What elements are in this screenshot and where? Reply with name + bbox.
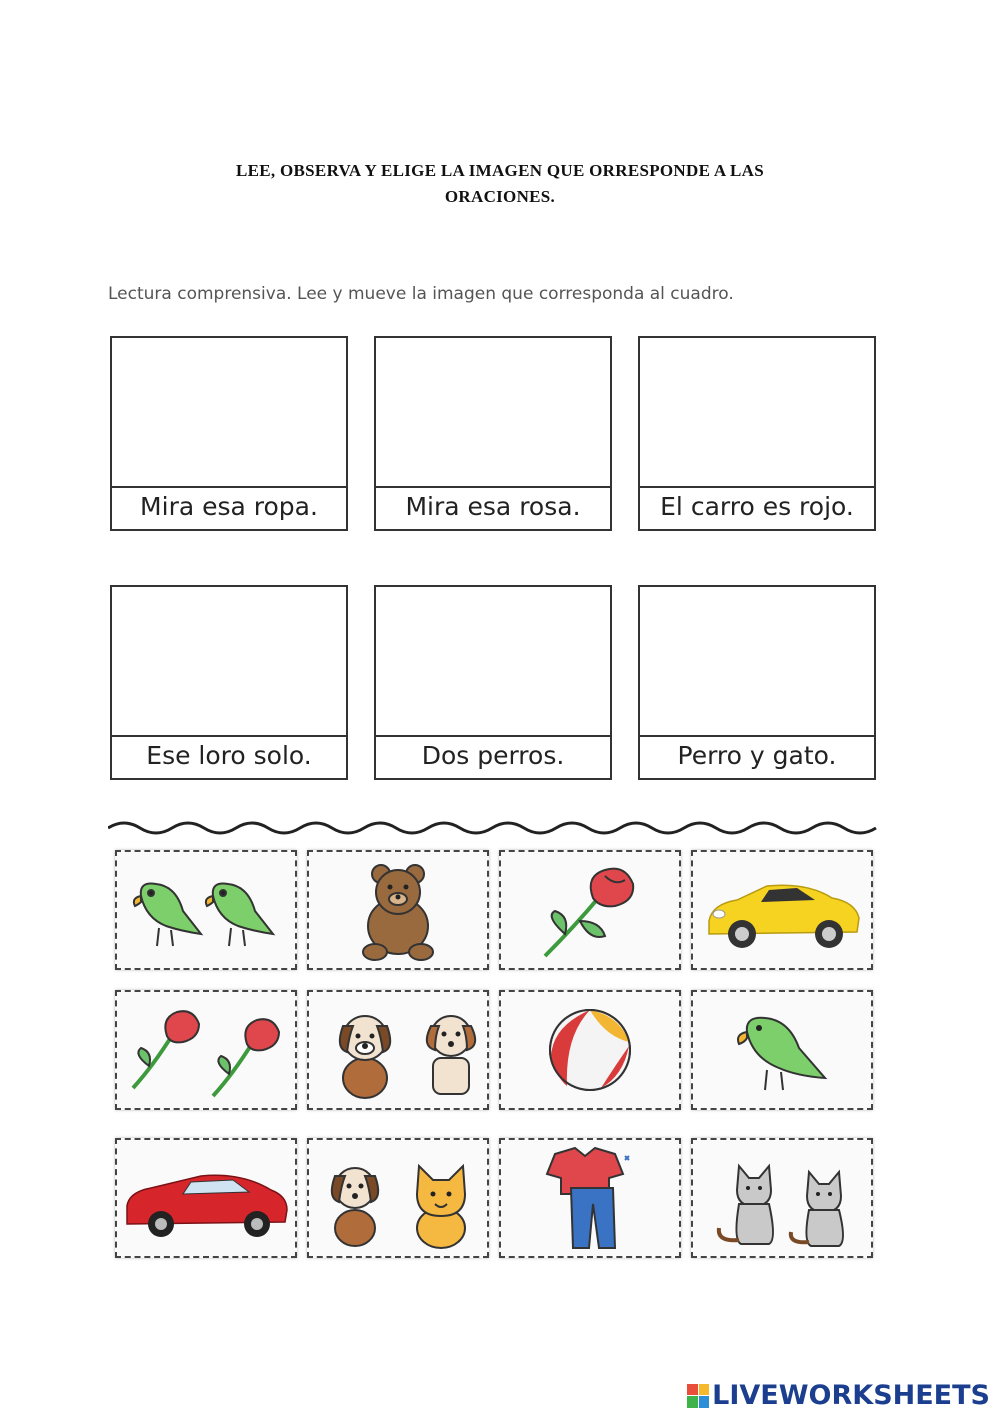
- card-teddy-bear[interactable]: [307, 850, 489, 970]
- title-line-1: LEE, OBSERVA Y ELIGE LA IMAGEN QUE ORRESPONDE A LAS: [236, 161, 764, 180]
- teddy-bear-icon: [313, 856, 483, 964]
- wavy-divider: [108, 816, 880, 840]
- drop-zone[interactable]: [640, 338, 874, 488]
- instruction-text: Lectura comprensiva. Lee y mueve la imagen que corresponda al cuadro.: [108, 284, 734, 304]
- yellow-car-icon: [697, 856, 867, 964]
- target-box-2[interactable]: [374, 336, 612, 531]
- target-caption: Perro y gato.: [677, 741, 837, 770]
- card-rose[interactable]: [499, 850, 681, 970]
- two-roses-icon: [121, 996, 291, 1104]
- card-clothes[interactable]: [499, 1138, 681, 1258]
- drop-zone[interactable]: [376, 338, 610, 488]
- logo-text: LIVEWORKSHEETS: [712, 1380, 990, 1411]
- target-box-5[interactable]: [374, 585, 612, 780]
- card-two-dogs[interactable]: [307, 990, 489, 1110]
- drop-zone[interactable]: [112, 587, 346, 737]
- target-box-4[interactable]: [110, 585, 348, 780]
- card-two-cats[interactable]: [691, 1138, 873, 1258]
- liveworksheets-logo-icon: [687, 1384, 709, 1408]
- beach-ball-icon: [505, 996, 675, 1104]
- two-dogs-icon: [313, 996, 483, 1104]
- target-box-3[interactable]: [638, 336, 876, 531]
- title-line-2: ORACIONES.: [444, 187, 556, 206]
- card-red-car[interactable]: [115, 1138, 297, 1258]
- card-two-parrots[interactable]: [115, 850, 297, 970]
- card-beach-ball[interactable]: [499, 990, 681, 1110]
- worksheet-title: [100, 158, 900, 210]
- liveworksheets-logo: [687, 1380, 990, 1411]
- card-dog-and-cat[interactable]: [307, 1138, 489, 1258]
- target-box-1[interactable]: [110, 336, 348, 531]
- target-caption: El carro es rojo.: [660, 492, 854, 521]
- card-yellow-car[interactable]: [691, 850, 873, 970]
- target-caption: Ese loro solo.: [146, 741, 312, 770]
- rose-icon: [505, 856, 675, 964]
- target-caption: Mira esa ropa.: [140, 492, 318, 521]
- two-parrots-icon: [121, 856, 291, 964]
- target-caption: Mira esa rosa.: [405, 492, 581, 521]
- two-cats-icon: [697, 1144, 867, 1252]
- card-two-roses[interactable]: [115, 990, 297, 1110]
- card-parrot[interactable]: [691, 990, 873, 1110]
- drop-zone[interactable]: [376, 587, 610, 737]
- target-box-6[interactable]: [638, 585, 876, 780]
- red-car-icon: [121, 1144, 291, 1252]
- parrot-icon: [697, 996, 867, 1104]
- drop-zone[interactable]: [640, 587, 874, 737]
- target-caption: Dos perros.: [421, 741, 565, 770]
- dog-and-cat-icon: [313, 1144, 483, 1252]
- clothes-icon: [505, 1144, 675, 1252]
- drop-zone[interactable]: [112, 338, 346, 488]
